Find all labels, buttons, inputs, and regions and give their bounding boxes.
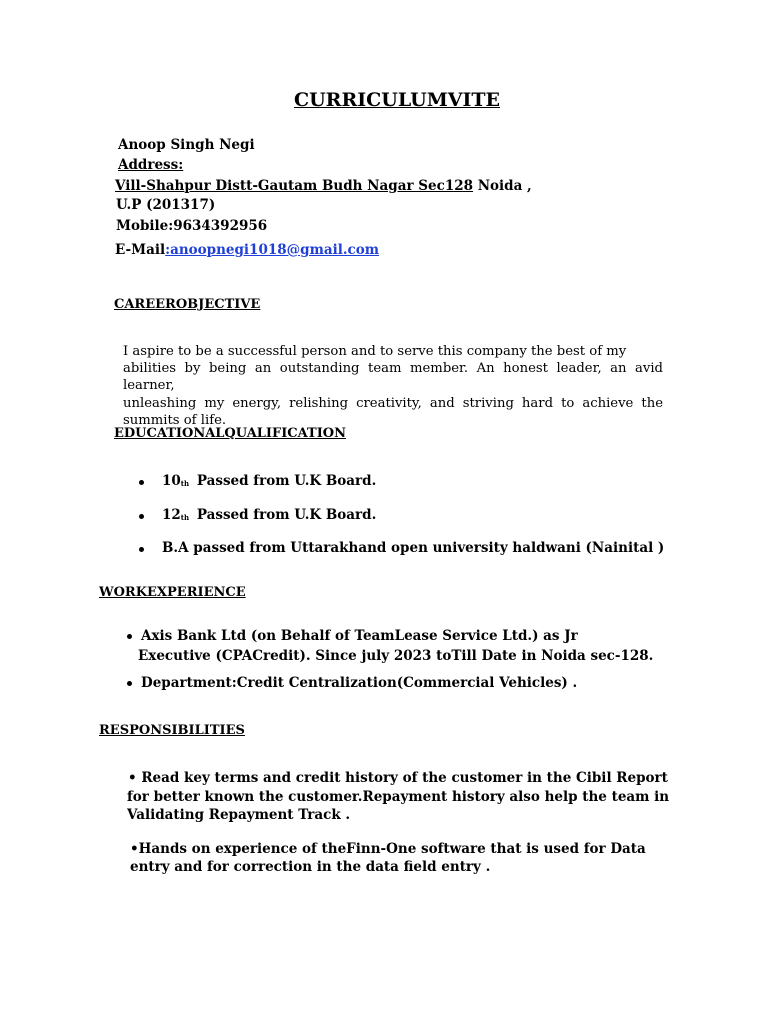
education-item-text: B.A passed from Uttarakhand open university haldwani (Nainital ) [162,540,665,556]
responsibility-line: for better known the customer.Repayment history also help the team in [127,789,670,805]
work-experience-heading: WORKEXPERIENCE [99,585,246,600]
candidate-name: Anoop Singh Negi [118,137,255,153]
education-item [162,540,664,556]
address-line-2: U.P (201317) [116,197,216,213]
responsibility-line: Validating Repayment Track . [127,807,351,823]
email-row [115,242,379,258]
email-label: E-Mail [115,242,166,258]
work-item-department: Department:Credit Centralization(Commercial Vehicles) . [141,675,578,691]
bullet-icon [139,514,144,519]
address-line-1-city: Noida , [473,178,532,194]
responsibilities-heading: RESPONSIBILITIES [99,723,245,738]
education-item-ordinal: th [180,513,190,522]
responsibility-line: •Hands on experience of theFinn-One software that is used for Data [130,841,646,857]
responsibility-line: entry and for correction in the data field entry . [130,859,491,875]
page-title: CURRICULUMVITE [293,89,501,111]
career-objective-paragraph [123,343,663,429]
responsibility-line: • Read key terms and credit history of the customer in the Cibil Report [128,770,668,786]
career-objective-heading: CAREEROBJECTIVE [114,297,261,312]
email-link[interactable]: :anoopnegi1018@gmail.com [165,242,380,258]
education-item-number: 12 [162,507,181,523]
mobile-number: Mobile:9634392956 [116,218,268,234]
education-item-ordinal: th [180,479,190,488]
education-item-text: Passed from U.K Board. [192,473,377,489]
education-item [162,473,376,489]
bullet-icon [127,681,132,686]
objective-line: unleashing my energy, relishing creativity, and striving hard to achieve the [123,395,663,411]
work-item-line: Executive (CPACredit). Since july 2023 toTill Date in Noida sec-128. [138,648,654,664]
bullet-icon [127,634,132,639]
objective-line: abilities by being an outstanding team member. An honest leader, an avid learner, [123,361,663,394]
address-line-1 [115,178,532,194]
objective-line: I aspire to be a successful person and to serve this company the best of my [123,344,627,359]
education-heading: EDUCATIONALQUALIFICATION [114,426,346,441]
objective-line: summits of life. [123,412,227,428]
education-item-number: 10 [162,473,181,489]
bullet-icon [139,547,144,552]
work-item-line: Axis Bank Ltd (on Behalf of TeamLease Service Ltd.) as Jr [141,628,578,644]
address-label: Address: [118,157,184,173]
education-item-text: Passed from U.K Board. [192,507,377,523]
address-line-1-street: Vill-Shahpur Distt-Gautam Budh Nagar Sec128 [115,178,473,194]
bullet-icon [139,480,144,485]
education-item [162,507,376,523]
